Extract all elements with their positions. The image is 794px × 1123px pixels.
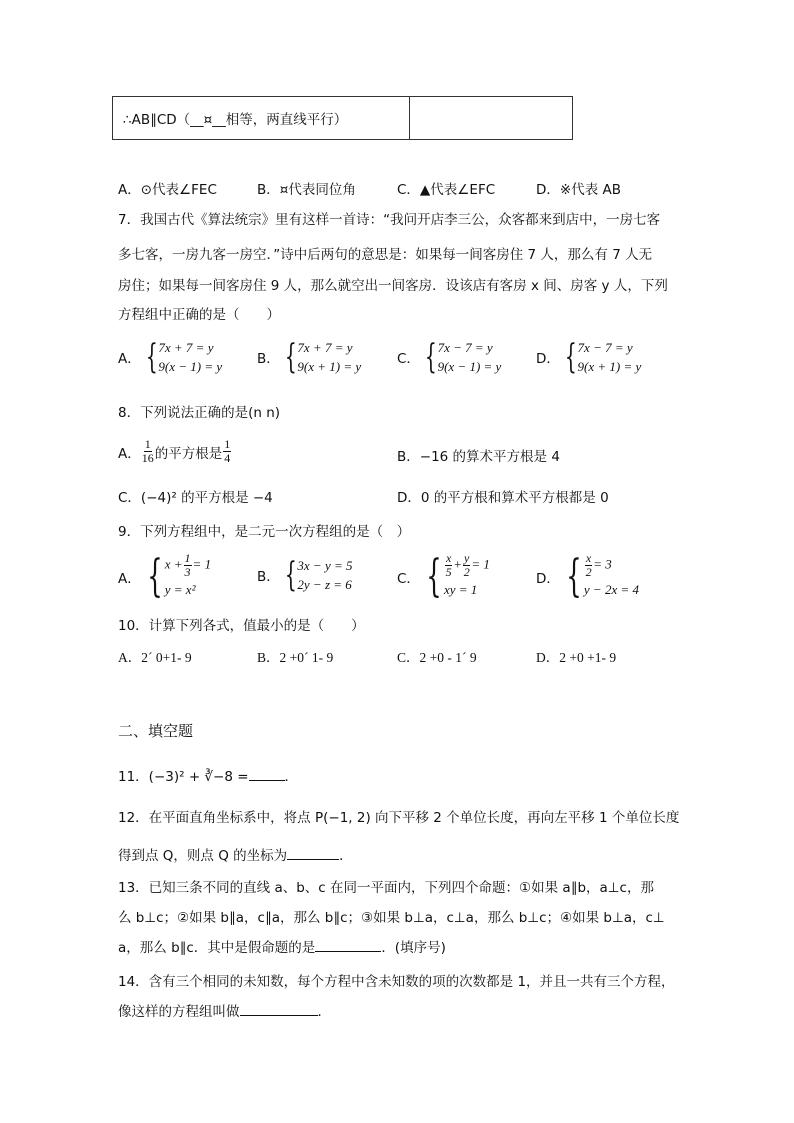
brace-icon: {: [147, 550, 163, 602]
denominator: 2: [585, 565, 592, 579]
option-label: A．: [118, 351, 141, 367]
numerator: 1: [144, 437, 151, 451]
option-label: C．: [397, 351, 420, 367]
q7-option-a: [118, 338, 222, 376]
q7-option-b: [257, 338, 361, 376]
equation: 7x + 7 = y: [158, 340, 214, 355]
equation: y = x²: [164, 582, 196, 597]
numerator: x: [585, 551, 592, 565]
q11: [118, 765, 298, 785]
answer-blank[interactable]: [240, 1001, 318, 1016]
denominator: 4: [224, 451, 231, 465]
fraction: [223, 438, 231, 465]
q14-line-1: 14．含有三个相同的未知数，每个方程中含未知数的项的次数都是 1，并且一共有三个方程，: [118, 974, 675, 990]
q9-option-c: [397, 552, 490, 601]
term: = 3: [593, 556, 612, 572]
proof-table: [112, 96, 573, 140]
numerator: 1: [184, 551, 191, 565]
denominator: 16: [141, 451, 154, 465]
question-text: 像这样的方程组叫做: [118, 1004, 240, 1020]
question-text: 11．(−3)² + ∛−8 =: [118, 769, 249, 785]
brace-icon: {: [284, 337, 297, 377]
q7-option-d: [536, 338, 641, 376]
equation: 9(x − 1) = y: [158, 359, 223, 374]
q10-option-a: A．2´ 0+1- 9: [118, 650, 192, 665]
question-end: ．: [317, 1004, 331, 1020]
q8-option-c: C．(−4)² 的平方根是 −4: [118, 490, 273, 506]
q7-option-c: [397, 338, 501, 376]
q9-option-d: [536, 552, 639, 601]
brace-icon: {: [566, 550, 582, 602]
numerator: x: [445, 551, 452, 565]
question-text: a，那么 b∥c．其中是假命题的是: [118, 940, 316, 956]
q13-line-1: 13．已知三条不同的直线 a、b、c 在同一平面内，下列四个命题：①如果 a∥b，a⊥c，那: [118, 880, 654, 896]
option-label: B．: [257, 351, 280, 367]
term: = 1: [471, 556, 490, 572]
q12-line-1: 12．在平面直角坐标系中，将点 P(−1, 2) 向下平移 2 个单位长度，再向左平移 1 个单位长度: [118, 810, 680, 826]
q9-option-b: [257, 556, 353, 594]
question-text: 得到点 Q，则点 Q 的坐标为: [118, 848, 288, 864]
equation: 7x − 7 = y: [437, 340, 493, 355]
section-title: 二、填空题: [118, 722, 194, 740]
option-label: D．: [536, 351, 560, 367]
equation: [584, 552, 639, 579]
q10-option-c: C．2 +0 - 1´ 9: [397, 650, 477, 665]
q9-stem: 9．下列方程组中，是二元一次方程组的是（ ）: [118, 524, 411, 540]
proof-step-cell: ∴AB∥CD（__¤__相等，两直线平行）: [113, 97, 410, 140]
denominator: 2: [463, 565, 470, 579]
q9-option-a: [118, 552, 211, 601]
numerator: y: [464, 551, 470, 565]
q8-option-d: D．0 的平方根和算术平方根都是 0: [397, 490, 609, 506]
q7-line-3: 房住；如果每一间客房住 9 人，那么就空出一间客房．设该店有客房 x 间、房客 y 人，下列: [118, 278, 668, 294]
q6-option-d: D．※代表 AB: [536, 182, 621, 198]
brace-icon: {: [145, 337, 158, 377]
term: = 1: [192, 556, 212, 572]
equation: y − 2x = 4: [583, 582, 639, 597]
term: +: [453, 556, 463, 572]
equation: [444, 552, 490, 579]
term: x +: [164, 556, 183, 572]
fraction: [142, 438, 154, 465]
option-label: C．: [397, 570, 420, 587]
q12-line-2: [118, 844, 353, 864]
q6-option-c: C．▲代表∠EFC: [397, 182, 496, 198]
option-label: A．: [118, 445, 141, 462]
q8-option-b: B．−16 的算术平方根是 4: [397, 449, 560, 465]
q6-option-b: B．¤代表同位角: [257, 182, 356, 198]
option-label: A．: [118, 570, 141, 587]
equation: 7x + 7 = y: [297, 340, 353, 355]
option-label: D．: [536, 570, 560, 587]
q7-line-4: 方程组中正确的是（ ）: [118, 307, 280, 323]
q10-option-b: B．2 +0´ 1- 9: [257, 650, 334, 665]
brace-icon: {: [284, 555, 297, 595]
equation: 9(x − 1) = y: [437, 359, 502, 374]
answer-blank[interactable]: [249, 766, 285, 781]
brace-icon: {: [564, 337, 577, 377]
brace-icon: {: [426, 550, 442, 602]
denominator: 5: [445, 565, 452, 579]
brace-icon: {: [424, 337, 437, 377]
answer-blank[interactable]: [315, 937, 381, 952]
equation: xy = 1: [443, 582, 478, 597]
question-end: ．(填序号): [381, 940, 446, 956]
q7-line-1: 7．我国古代《算法统宗》里有这样一首诗：“我问开店李三公，众客都来到店中，一房七客: [118, 212, 661, 228]
q6-option-a: A．⊙代表∠FEC: [118, 182, 217, 198]
q8-option-a: [118, 438, 232, 465]
equation: 9(x + 1) = y: [297, 359, 362, 374]
q8-stem: 8．下列说法正确的是(n n): [118, 405, 281, 421]
proof-reason-cell: [410, 97, 573, 140]
question-end: ．: [284, 769, 299, 785]
q7-line-2: 多七客，一房九客一房空．”诗中后两句的意思是：如果每一间客房住 7 人，那么有 7 人无: [118, 247, 653, 263]
equation: 2y − z = 6: [297, 577, 352, 592]
option-text: 的平方根是: [154, 445, 223, 462]
q10-option-d: D．2 +0 +1- 9: [536, 650, 617, 665]
equation: [165, 552, 211, 579]
q10-stem: 10．计算下列各式，值最小的是（ ）: [118, 618, 365, 634]
equation: 9(x + 1) = y: [577, 359, 642, 374]
q14-line-2: [118, 1000, 331, 1020]
numerator: 1: [224, 437, 231, 451]
q13-line-2: 么 b⊥c；②如果 b∥a，c∥a，那么 b∥c；③如果 b⊥a，c⊥a，那么 b⊥c；④如果 b⊥a，c⊥: [118, 910, 665, 926]
question-end: ．: [339, 848, 353, 864]
equation: 7x − 7 = y: [577, 340, 633, 355]
denominator: 3: [184, 565, 191, 579]
answer-blank[interactable]: [287, 845, 339, 860]
option-label: B．: [257, 569, 280, 585]
equation: 3x − y = 5: [297, 558, 353, 573]
q13-line-3: [118, 936, 446, 956]
